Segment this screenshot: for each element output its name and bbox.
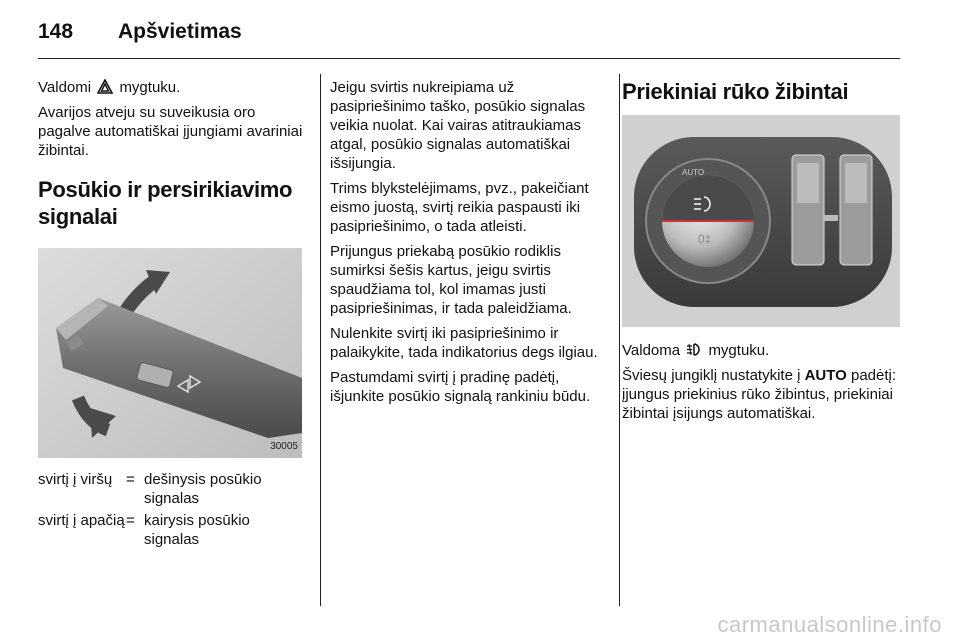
hazard-paragraph: Valdomi mygtuku. — [38, 79, 181, 96]
paragraph: Pastumdami svirtį į pradinę padėtį, išjunkite posūkio signalą rankiniu būdu. — [330, 369, 591, 405]
front-fog-light-icon — [686, 342, 702, 357]
paragraph: Jeigu svirtis nukreipiama už pasipriešinimo taško, posūkio signalas veikia nuolat. Kai vairas atitraukiamas atgal, posūkio signalas automatiškai išsijungia. — [330, 79, 586, 172]
column-3 — [622, 78, 902, 429]
figure-number: 30005 — [270, 441, 298, 452]
definition-row: svirtį į viršų = dešinysis posūkio signalas — [38, 471, 262, 507]
page-header — [38, 20, 918, 50]
paragraph: Trims blykstelėjimams, pvz., pakeičiant eismo juostą, svirtį reikia paspausti iki pasipriešinimo, o tada atleisti. — [330, 180, 589, 235]
definition-row: svirtį į apačią = kairysis posūkio signalas — [38, 512, 250, 548]
page-number: 148 — [38, 20, 74, 43]
svg-text:0‡: 0‡ — [698, 232, 712, 246]
column-2 — [330, 78, 608, 412]
column-divider-2 — [619, 74, 620, 606]
svg-text:AUTO: AUTO — [682, 168, 705, 177]
turn-signal-lever-illustration — [38, 248, 302, 458]
paragraph: Nulenkite svirtį iki pasipriešinimo ir palaikykite, tada indikatorius degs ilgiau. — [330, 325, 598, 361]
airbag-paragraph: Avarijos atveju su suveikusia oro pagalve automatiškai įjungiami avariniai žibintai. — [38, 104, 303, 159]
auto-paragraph: Šviesų jungiklį nustatykite į AUTO padėtį: įjungus priekinius rūko žibintus, priekiniai žibintai įsijungs automatiškai. — [622, 367, 897, 422]
turn-signal-heading: Posūkio ir persirikiavimo signalai — [38, 177, 293, 229]
column-divider-1 — [320, 74, 321, 606]
header-divider — [38, 58, 900, 59]
fog-button-paragraph: Valdoma mygtuku. — [622, 342, 770, 359]
lever-definition-list — [38, 470, 308, 549]
column-1 — [38, 78, 308, 552]
paragraph: Prijungus priekabą posūkio rodiklis sumirksi šešis kartus, jeigu svirtis spaudžiama tol, kol imamas justi pasipriešinimas, ir tada paleidžiama. — [330, 243, 572, 317]
light-switch-figure — [622, 115, 900, 327]
watermark: carmanualsonline.info — [717, 612, 942, 637]
fog-lights-heading: Priekiniai rūko žibintai — [622, 79, 849, 104]
section-title: Apšvietimas — [118, 20, 242, 43]
hazard-triangle-icon — [97, 79, 113, 94]
light-switch-illustration — [622, 115, 900, 327]
turn-signal-lever-figure — [38, 248, 302, 458]
